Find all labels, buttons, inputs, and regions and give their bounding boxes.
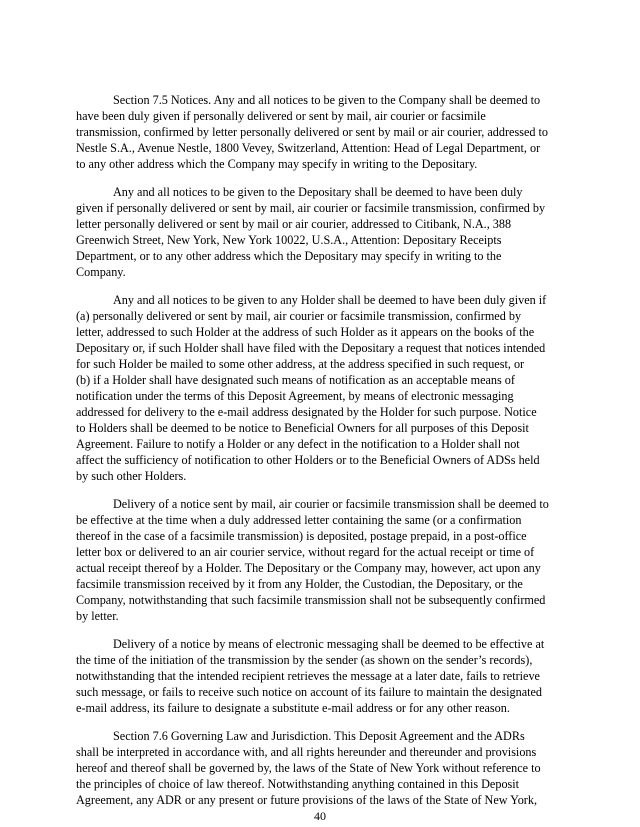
text-line: letter, addressed to such Holder at the address of such Holder as it appears on the books of the [76,325,535,339]
text-line: by such other Holders. [76,469,187,483]
text-line: for such Holder be mailed to some other address, at the address specified in such request, or [76,357,525,371]
text-line: Agreement. Failure to notify a Holder or any defect in the notification to a Holder shall not [76,437,520,451]
text-line: Section 7.6 Governing Law and Jurisdiction. This Deposit Agreement and the ADRs [113,729,525,743]
text-line: Company, notwithstanding that such facsimile transmission shall not be subsequently confirmed [76,593,546,607]
text-line: actual receipt thereof by a Holder. The Depositary or the Company may, however, act upon any [76,561,541,575]
text-line: letter personally delivered or sent by mail or air courier, addressed to Citibank, N.A., 388 [76,217,512,231]
text-line: Delivery of a notice by means of electronic messaging shall be deemed to be effective at [113,637,545,651]
text-line: to any other address which the Company may specify in writing to the Depositary. [76,157,478,171]
text-line: Section 7.5 Notices. Any and all notices to be given to the Company shall be deemed to [113,93,541,107]
text-line: Delivery of a notice sent by mail, air courier or facsimile transmission shall be deemed to [113,497,549,511]
text-line: letter box or delivered to an air courier service, without regard for the actual receipt or time of [76,545,535,559]
text-line: hereof and thereof shall be governed by, the laws of the State of New York without reference to [76,761,541,775]
text-line: Any and all notices to be given to any Holder shall be deemed to have been duly given if [113,293,547,307]
text-line: Greenwich Street, New York, New York 10022, U.S.A., Attention: Depositary Receipts [76,233,502,247]
text-line: Company. [76,265,126,279]
text-line: Depositary or, if such Holder shall have filed with the Depositary a request that notices intended [76,341,546,355]
text-line: notwithstanding that the intended recipient retrieves the message at a later date, fails to retrieve [76,669,540,683]
text-line: addressed for delivery to the e-mail address designated by the Holder for such purpose. Notice [76,405,537,419]
text-line: facsimile transmission received by it from any Holder, the Custodian, the Depositary, or the [76,577,523,591]
text-line: to Holders shall be deemed to be notice to Beneficial Owners for all purposes of this Deposit [76,421,529,435]
text-line: thereof in the case of a facsimile transmission) is deposited, postage prepaid, in a post-office [76,529,527,543]
text-line: shall be interpreted in accordance with, and all rights hereunder and thereunder and provisions [76,745,537,759]
text-line: Department, or to any other address which the Depositary may specify in writing to the [76,249,502,263]
text-line: e-mail address, its failure to designate a substitute e-mail address or for any other reason. [76,701,510,715]
text-line: the time of the initiation of the transmission by the sender (as shown on the sender’s records), [76,653,533,667]
text-line: the principles of choice of law thereof. Notwithstanding anything contained in this Deposit [76,777,520,791]
text-line: notification under the terms of this Deposit Agreement, by means of electronic messaging [76,389,514,403]
text-line: Nestle S.A., Avenue Nestle, 1800 Vevey, Switzerland, Attention: Head of Legal Department, or [76,141,541,155]
text-line: by letter. [76,609,119,623]
text-line: such message, or fails to receive such notice on account of its failure to maintain the designated [76,685,543,699]
text-line: Any and all notices to be given to the Depositary shall be deemed to have been duly [113,185,523,199]
text-line: be effective at the time when a duly addressed letter containing the same (or a confirmation [76,513,522,527]
text-line: transmission, confirmed by letter personally delivered or sent by mail or air courier, addressed to [76,125,548,139]
text-line: Agreement, any ADR or any present or future provisions of the laws of the State of New York, [76,793,537,807]
text-line: affect the sufficiency of notification to other Holders or to the Beneficial Owners of ADSs held [76,453,540,467]
text-line: given if personally delivered or sent by mail, air courier or facsimile transmission, confirmed by [76,201,546,215]
text-line: (a) personally delivered or sent by mail, air courier or facsimile transmission, confirmed by [76,309,522,323]
page-number: 40 [314,809,326,823]
text-line: (b) if a Holder shall have designated such means of notification as an acceptable means of [76,373,515,387]
text-line: have been duly given if personally delivered or sent by mail, air courier or facsimile [76,109,486,123]
